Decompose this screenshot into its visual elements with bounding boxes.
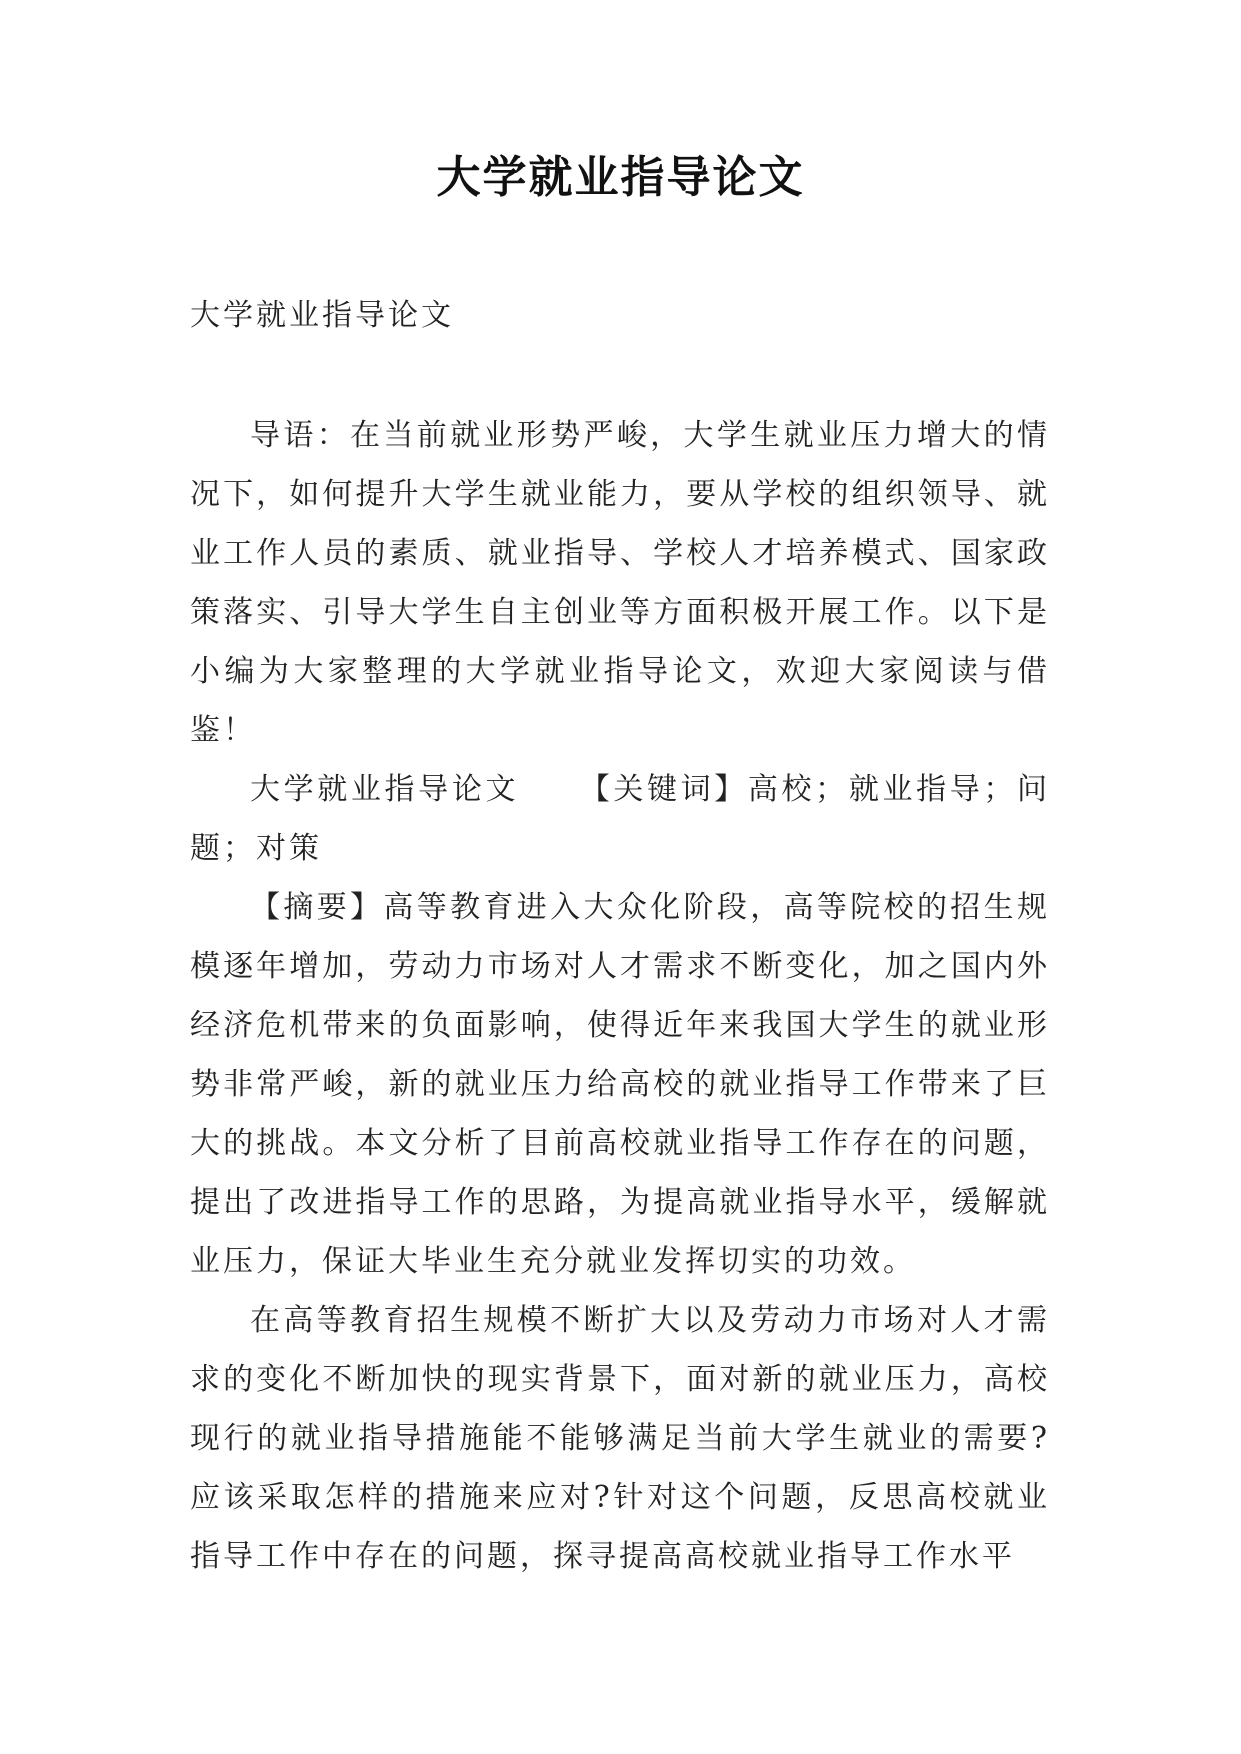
keywords-heading: 大学就业指导论文 (250, 772, 520, 807)
keywords-paragraph (190, 760, 1050, 878)
keywords-text: 【关键词】高校；就业指导；问题；对策 (190, 772, 1051, 866)
intro-paragraph: 导语：在当前就业形势严峻，大学生就业压力增大的情况下，如何提升大学生就业能力，要从学校的组织领导、就业工作人员的素质、就业指导、学校人才培养模式、国家政策落实、引导大学生自主创业等方面积极开展工作。以下是小编为大家整理的大学就业指导论文，欢迎大家阅读与借鉴！ (190, 418, 1050, 748)
document-title: 大学就业指导论文 (436, 152, 805, 203)
document-body (190, 406, 1050, 1586)
abstract-paragraph: 【摘要】高等教育进入大众化阶段，高等院校的招生规模逐年增加，劳动力市场对人才需求不断变化，加之国内外经济危机带来的负面影响，使得近年来我国大学生的就业形势非常严峻，新的就业压力给高校的就业指导工作带来了巨大的挑战。本文分析了目前高校就业指导工作存在的问题，提出了改进指导工作的思路，为提高就业指导水平，缓解就业压力，保证大毕业生充分就业发挥切实的功效。 (190, 890, 1050, 1279)
document-subtitle: 大学就业指导论文 (190, 298, 454, 333)
body-paragraph: 在高等教育招生规模不断扩大以及劳动力市场对人才需求的变化不断加快的现实背景下，面对新的就业压力，高校现行的就业指导措施能不能够满足当前大学生就业的需要?应该采取怎样的措施来应对?针对这个问题，反思高校就业指导工作中存在的问题，探寻提高高校就业指导工作水平 (190, 1303, 1050, 1574)
